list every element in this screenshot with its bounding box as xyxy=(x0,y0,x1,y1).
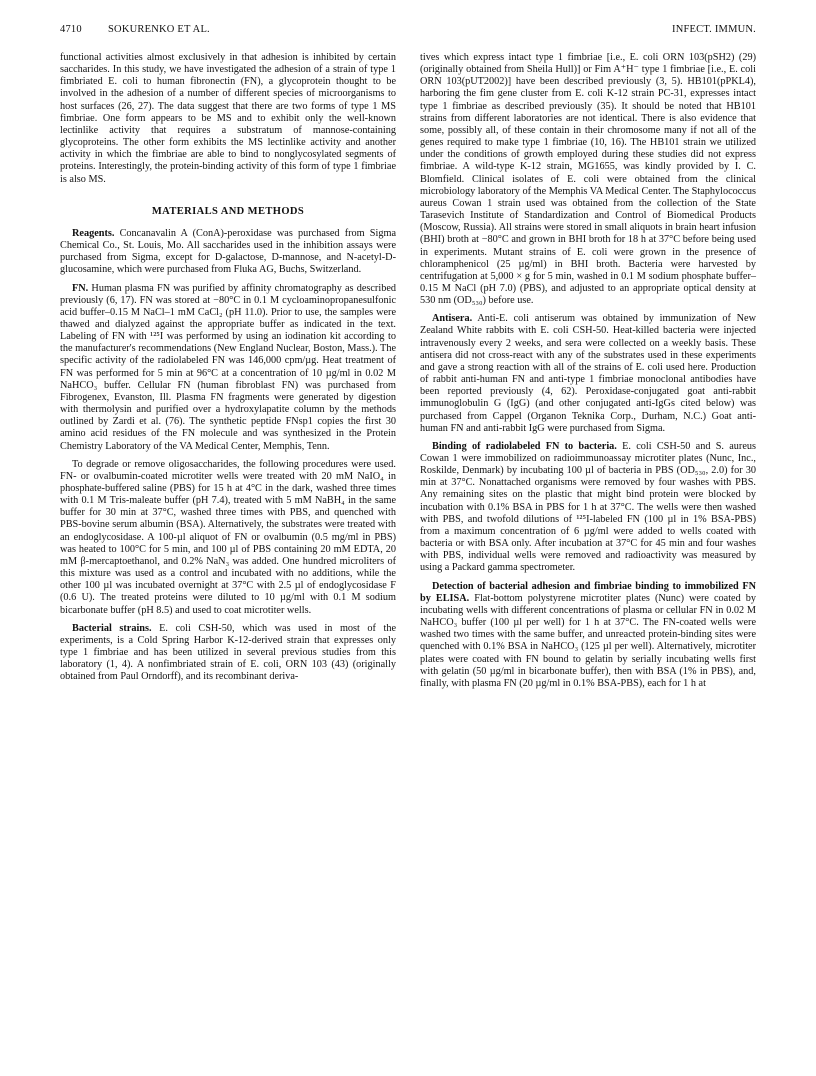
strains-heading: Bacterial strains. xyxy=(72,622,152,634)
strains-continued-paragraph: tives which express intact type 1 fimbriae [i.e., E. coli ORN 103(pSH2) (29) (originally obtained from Sheila Hull)] or Fim A⁺H⁻ type 1 fimbriae [i.e., E. coli ORN 103(pUT2002)] have been described previously (3, 5). HB101(pPKL4), harboring the fim gene cluster from E. coli K-12 strain PC-31, expresses intact type 1 fimbriae as described previously (35). It should be noted that HB101 strains from different laboratories are not identical. There is also evidence that some, possibly all, of these contain in their chromosome many if not all of the genes required to make type 1 fimbriae (10, 16). The HB101 strain we utilized under the conditions of growth employed during these studies did not express fimbriae. A wild-type K-12 strain, MG1655, was kindly provided by I. C. Blomfield. Clinical isolates of E. coli were obtained from the clinical microbiology laboratory of the Memphis VA Medical Center. The Staphylococcus aureus Cowan 1 strain used was obtained from the collection of the State Tarasevich Institute of Standardization and Control of Biomedical Products (Moscow, Russia). All strains were stored in small aliquots in brain heart infusion (BHI) broth at −80°C and grown in BHI broth for 18 h at 37°C before being used in experiments. Mutant strains of E. coli were grown in the presence of chloramphenicol (25 µg/ml) in BHI broth. Bacteria were harvested by centrifugation at 5,000 × g for 5 min, washed in 0.1 M sodium phosphate buffer–0.15 M NaCl (pH 7.0) (PBS), and adjusted to an appropriate optical density at 530 nm (OD₅₃₀) before use. xyxy=(420,52,756,307)
fn-heading: FN. xyxy=(72,282,89,294)
elisa-heading: Detection of bacterial adhesion and fimbriae binding to immobilized FN by ELISA. xyxy=(420,580,756,604)
binding-text: E. coli CSH-50 and S. aureus Cowan 1 were immobilized on radioimmunoassay microtiter plates (Nunc, Inc., Roskilde, Denmark) by incubating 100 µl of bacteria in PBS (OD₅₃₀, 2.0) for 30 min at 37°C. Nonattached organisms were removed by four washes with PBS. Any remaining sites on the plastic that might bind protein were blocked by incubation with 0.1% BSA in PBS for 1 h at 37°C. The wells were then washed with PBS, and twofold dilutions of ¹²⁵I-labeled FN (100 µl in 1% BSA-PBS) from a maximum concentration of 6 µg/ml were added to wells coated with bacteria or with BSA only. After incubation at 37°C for 45 min and four washes with PBS, individual wells were removed and radioactivity was measured by using a Packard gamma spectrometer. xyxy=(420,440,756,574)
elisa-paragraph xyxy=(420,581,756,690)
strains-text: E. coli CSH-50, which was used in most of the experiments, is a Cold Spring Harbor K-12-derived strain that expresses only type 1 fimbriae and has been utilized in several previous studies from this laboratory (1, 4). A nonfimbriated strain of E. coli, ORN 103 (43) (originally obtained from Paul Orndorff), and its recombinant deriva- xyxy=(60,622,397,683)
strains-paragraph xyxy=(60,623,396,684)
intro-paragraph: functional activities almost exclusively in that adhesion is inhibited by certain saccharides. In this study, we have investigated the adhesion of a strain of type 1 fimbriated E. coli to human fibronectin (FN), a glycoprotein thought to be involved in the adhesion of a number of different species of microorganisms to host surfaces (26, 27). The data suggest that there are two forms of type 1 MS fimbriae. One form appears to be MS and to exhibit only the well-known lectinlike activity that requires a substratum of mannose-containing glycoproteins. The other form exhibits the MS lectinlike activity and another activity in which the fimbriae are able to bind to nonglycosylated segments of proteins. Interestingly, the protein-binding activity of this form of type 1 fimbriae is also MS. xyxy=(60,52,396,185)
fn-paragraph xyxy=(60,283,396,453)
binding-heading: Binding of radiolabeled FN to bacteria. xyxy=(432,440,617,452)
running-header xyxy=(60,24,756,40)
antisera-text: Anti-E. coli antiserum was obtained by immunization of New Zealand White rabbits with E. coli CSH-50. Heat-killed bacteria were injected intravenously every 2 weeks, and sera were collected on a weekly basis. These antisera did not cross-react with any of the substrates used in these experiments and gave a strong reaction with all of the strains of E. coli used here. Production of rabbit anti-human FN and anti-type 1 fimbriae monoclonal antibodies have been reported previously (4, 62). Peroxidase-conjugated goat anti-rabbit immunoglobulin G (IgG) (and other conjugated anti-IgGs cited below) was purchased from Cappel (Organon Teknika Corp., Durham, N.C.) Goat anti-human FN and anti-rabbit IgG were purchased from Sigma. xyxy=(420,313,757,434)
journal-abbreviation: INFECT. IMMUN. xyxy=(672,24,756,35)
left-column xyxy=(60,52,396,684)
reagents-heading: Reagents. xyxy=(72,227,115,239)
reagents-paragraph xyxy=(60,228,396,277)
elisa-text: Flat-bottom polystyrene microtiter plates (Nunc) were coated by incubating wells with different concentrations of plasma or cellular FN in 0.02 M NaHCO₃ buffer (100 µl per well) for 1 h at 37°C. The FN-coated wells were washed two times with the same buffer, and unreacted protein-binding sites were quenched with 0.1% BSA in NaHCO₃ (125 µl per well). Alternatively, microtiter plates were coated with FN bound to gelatin by serially incubating wells first with gelatin (50 µg/ml in bicarbonate buffer), then with BSA (1% in PBS), and, finally, with plasma FN (20 µg/ml in 0.1% BSA-PBS), each for 1 h at xyxy=(420,592,757,689)
antisera-paragraph xyxy=(420,313,756,435)
antisera-heading: Antisera. xyxy=(432,313,473,325)
oligosaccharide-paragraph: To degrade or remove oligosaccharides, the following procedures were used. FN- or ovalbumin-coated microtiter wells were treated with 20 mM NaIO₄ in phosphate-buffered saline (PBS) for 15 h at 4°C in the dark, washed three times with 0.1 M Tris-maleate buffer (pH 7.4), treated with 5 mM NaBH₄ in the same buffer for 30 min at 37°C, washed three times with PBS, and quenched with PBS-bovine serum albumin (BSA). Alternatively, the substrates were treated with an endoglycosidase. A 100-µl aliquot of FN or ovalbumin (0.5 mg/ml in PBS) was heated to 100°C for 5 min, and 100 µl of PBS containing 20 mM EDTA, 20 mM β-mercaptoethanol, and 0.2% NaN₃ was added. One hundred microliters of this mixture was used as a control and incubated with no additions, while the other 100 µl was incubated overnight at 37°C with 2.5 µl of endoglycosidase F (0.6 U). The treated proteins were diluted to 10 µg/ml with 0.1 M sodium bicarbonate buffer (pH 8.5) and used to coat microtiter wells. xyxy=(60,458,396,616)
fn-text: Human plasma FN was purified by affinity chromatography as described previously (6, 17). FN was stored at −80°C in 0.1 M cycloaminopropanesulfonic acid buffer–0.15 M NaCl–1 mM CaCl₂ (pH 11.0). Prior to use, the samples were thawed and dialyzed against the appropriate buffer as indicated in the text. Labeling of FN with ¹²⁵I was performed by using an iodination kit according to the manufacturer's recommendations (New England Nuclear, Boston, Mass.). The specific activity of the radiolabeled FN was 146,000 cpm/µg. Heat treatment of FN was performed for 5 min at 96°C at a concentration of 10 µg/ml in 0.02 M NaHCO₃ buffer. Cellular FN (human fibroblast FN) was purchased from Fibrogenex, Evanston, Ill. Plasma FN fragments were generated by digestion with thermolysin and purified over a hydroxylapatite column by the methods outlined by Zardi et al. (76). The synthetic peptide FNsp1 copies the first 30 amino acid residues of the FN molecule and was synthesized in the Protein Chemistry Laboratory of the VA Medical Center, Memphis, Tenn. xyxy=(60,282,396,452)
section-title: MATERIALS AND METHODS xyxy=(151,205,305,217)
reagents-text: Concanavalin A (ConA)-peroxidase was purchased from Sigma Chemical Co., St. Louis, Mo. All saccharides used in the inhibition assays were purchased from Sigma, except for D-galactose, D-mannose, and N-acetyl-D-glucosamine, which were purchased from Fluka AG, Buchs, Switzerland. xyxy=(60,227,396,276)
binding-paragraph xyxy=(420,441,756,575)
running-authors: SOKURENKO ET AL. xyxy=(108,24,210,35)
page-number: 4710 xyxy=(60,24,82,35)
right-column xyxy=(420,52,756,690)
